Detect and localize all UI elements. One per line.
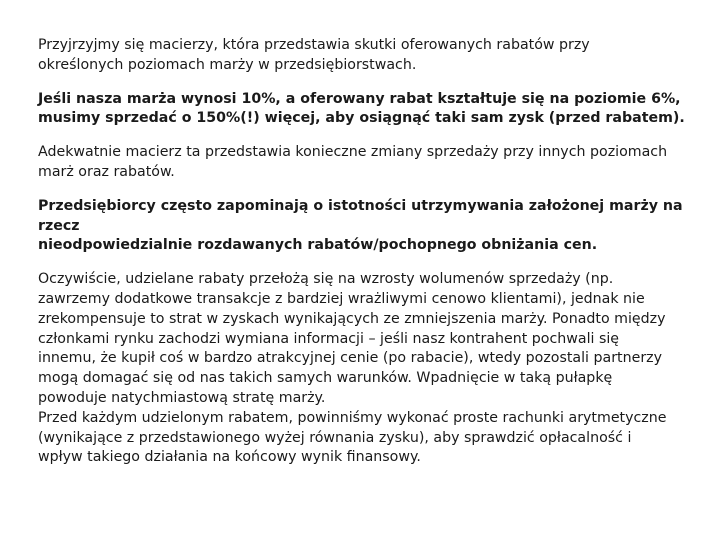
text-line: marż oraz rabatów. xyxy=(38,163,175,180)
text-block xyxy=(38,36,688,482)
text-line: określonych poziomach marży w przedsiębiorstwach. xyxy=(38,56,417,73)
paragraph-warning xyxy=(38,197,688,256)
text-line: (wynikające z przedstawionego wyżej równania zysku), aby sprawdzić opłacalność i xyxy=(38,429,632,446)
paragraph-intro xyxy=(38,36,688,76)
text-line: zawrzemy dodatkowe transakcje z bardziej wrażliwymi cenowo klientami), jednak nie xyxy=(38,290,645,307)
text-line: członkami rynku zachodzi wymiana informacji – jeśli nasz kontrahent pochwali się xyxy=(38,330,620,347)
text-line: wpływ takiego działania na końcowy wynik finansowy. xyxy=(38,449,421,466)
text-line: mogą domagać się od nas takich samych warunków. Wpadnięcie w taką pułapkę xyxy=(38,370,613,387)
text-line: Jeśli nasza marża wynosi 10%, a oferowany rabat kształtuje się na poziomie 6%, xyxy=(38,90,681,107)
text-line: musimy sprzedać o 150%(!) więcej, aby osiągnąć taki sam zysk (przed rabatem). xyxy=(38,110,685,127)
paragraph-adequately xyxy=(38,143,688,183)
text-line: Przed każdym udzielonym rabatem, powinniśmy wykonać proste rachunki arytmetyczne xyxy=(38,409,667,426)
text-line: zrekompensuje to strat w zyskach wynikających ze zmniejszenia marży. Ponadto między xyxy=(38,310,666,327)
text-line: Przedsiębiorcy często zapominają o istotności utrzymywania założonej marży na rzecz xyxy=(38,197,683,234)
text-line: Oczywiście, udzielane rabaty przełożą się na wzrosty wolumenów sprzedaży (np. xyxy=(38,271,614,288)
text-line: nieodpowiedzialnie rozdawanych rabatów/pochopnego obniżania cen. xyxy=(38,237,598,254)
paragraph-conclusion xyxy=(38,409,688,468)
text-line: innemu, że kupił coś w bardzo atrakcyjnej cenie (po rabacie), wtedy pozostali partnerzy xyxy=(38,350,662,367)
text-line: Przyjrzyjmy się macierzy, która przedstawia skutki oferowanych rabatów przy xyxy=(38,37,590,53)
text-line: Adekwatnie macierz ta przedstawia konieczne zmiany sprzedaży przy innych poziomach xyxy=(38,144,668,161)
paragraph-example xyxy=(38,90,688,130)
paragraph-obviously xyxy=(38,270,688,409)
text-line: powoduje natychmiastową stratę marży. xyxy=(38,389,326,406)
